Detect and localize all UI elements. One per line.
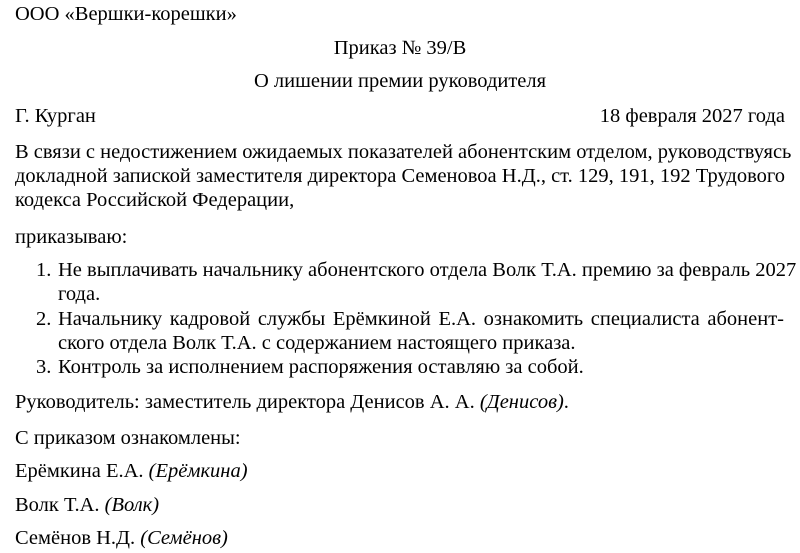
acquainted-entry	[15, 526, 228, 550]
acquainted-name: Волк Т.А.	[15, 494, 100, 516]
item-text-line: ского отдела Волк Т.А. с содержанием настоящего приказа.	[58, 332, 576, 354]
preamble-line: В связи с недостижением ожидаемых показателей абонентским отделом, руководствуясь	[15, 141, 792, 163]
item-text-line: Контроль за исполнением распоряжения оставляю за собой.	[58, 356, 584, 378]
head-signature: (Денисов)	[479, 391, 564, 413]
order-subject: О лишении премии руководителя	[253, 70, 547, 92]
acquainted-signature: (Ерёмкина)	[148, 460, 248, 482]
acquainted-title: С приказом ознакомлены:	[15, 427, 241, 449]
item-number: 3.	[36, 356, 52, 378]
acquainted-name: Ерёмкина Е.А.	[15, 460, 144, 482]
item-number: 2.	[36, 308, 52, 330]
order-title: Приказ № 39/В	[333, 37, 467, 59]
acquainted-signature: (Семёнов)	[140, 527, 228, 549]
item-text-line: года.	[58, 283, 101, 305]
acquainted-signature: (Волк)	[104, 494, 160, 516]
head-text: Руководитель: заместитель директора Денисов А. А.	[15, 391, 475, 413]
item-number: 1.	[36, 259, 52, 281]
company-name: ООО «Вершки-корешки»	[15, 3, 237, 25]
preamble-line: кодекса Российской Федерации,	[15, 189, 295, 211]
item-text-line: Начальнику кадровой службы Ерёмкиной Е.А. ознакомить специалиста абонент-	[58, 308, 784, 330]
acquainted-entry	[15, 459, 248, 483]
order-word: приказываю:	[15, 226, 128, 248]
order-date: 18 февраля 2027 года	[599, 105, 785, 127]
item-text-line: Не выплачивать начальнику абонентского отдела Волк Т.А. премию за февраль 2027	[58, 259, 797, 281]
head-suffix: .	[563, 391, 569, 413]
head-signature-line	[15, 390, 569, 414]
acquainted-name: Семёнов Н.Д.	[15, 527, 136, 549]
preamble-line: докладной запиской заместителя директора Семеновоа Н.Д., ст. 129, 191, 192 Трудового	[15, 165, 786, 187]
acquainted-entry	[15, 493, 159, 517]
order-city: Г. Курган	[15, 105, 96, 127]
